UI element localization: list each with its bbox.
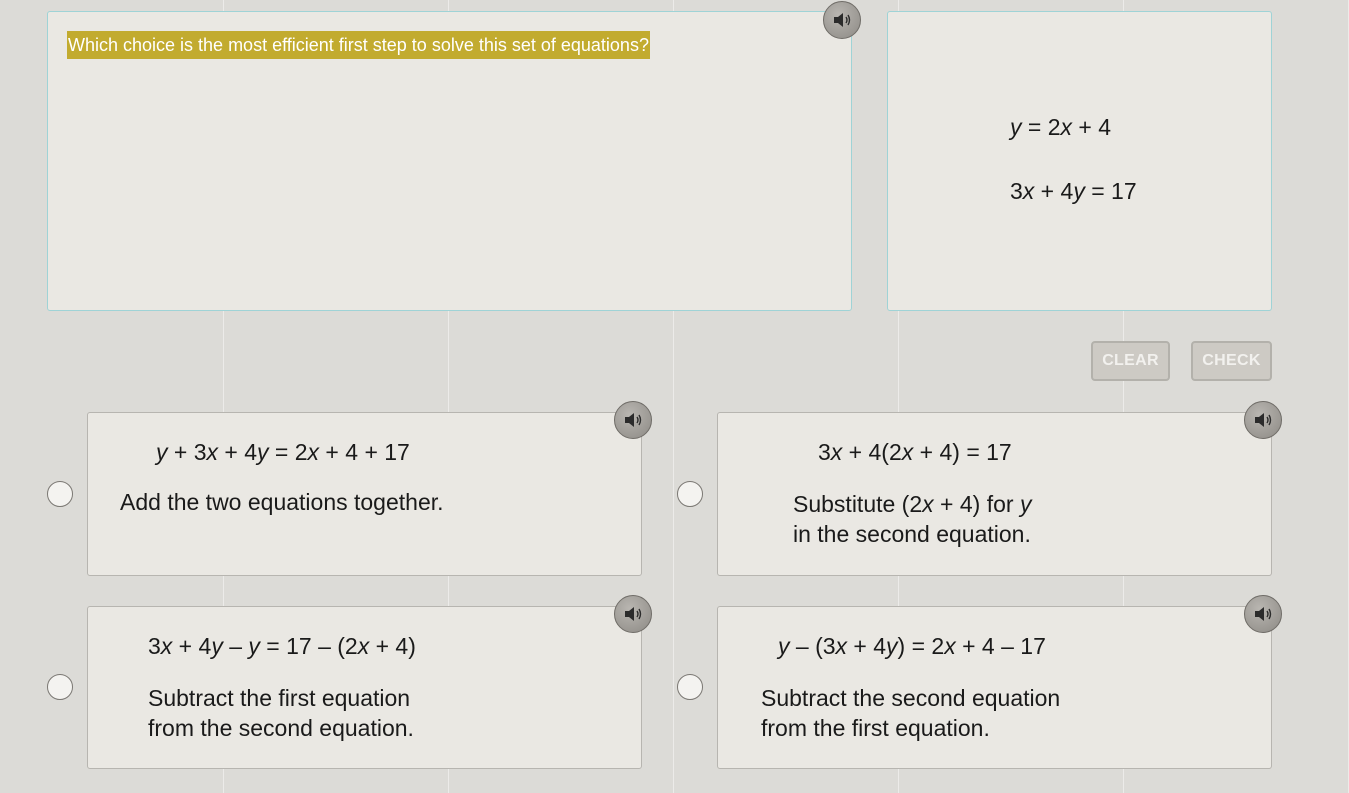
equation-1: y = 2x + 4 xyxy=(1010,114,1112,140)
choice-3-equation: 3x + 4y – y = 17 – (2x + 4) xyxy=(148,633,416,659)
choice-1-equation: y + 3x + 4y = 2x + 4 + 17 xyxy=(156,439,410,465)
speaker-icon xyxy=(623,605,643,623)
check-button[interactable]: CHECK xyxy=(1191,341,1272,381)
choice-3-description: Subtract the first equation from the second equation. xyxy=(148,685,414,741)
question-audio-button[interactable] xyxy=(823,1,861,39)
choice-3-radio[interactable] xyxy=(47,674,73,700)
speaker-icon xyxy=(1253,411,1273,429)
equation-2: 3x + 4y = 17 xyxy=(1010,178,1137,204)
choice-4-equation: y – (3x + 4y) = 2x + 4 – 17 xyxy=(778,633,1046,659)
clear-button[interactable]: CLEAR xyxy=(1091,341,1170,381)
choice-1-radio[interactable] xyxy=(47,481,73,507)
speaker-icon xyxy=(623,411,643,429)
question-panel xyxy=(47,11,852,311)
choice-2-audio-button[interactable] xyxy=(1244,401,1282,439)
speaker-icon xyxy=(832,11,852,29)
choice-1-description: Add the two equations together. xyxy=(120,489,444,515)
choice-4-card[interactable] xyxy=(717,606,1272,769)
equations-panel xyxy=(887,11,1272,311)
choice-2-card[interactable] xyxy=(717,412,1272,576)
choice-4-audio-button[interactable] xyxy=(1244,595,1282,633)
choice-4-description: Subtract the second equation from the first equation. xyxy=(761,685,1061,741)
speaker-icon xyxy=(1253,605,1273,623)
choice-2-description: Substitute (2x + 4) for y in the second equation. xyxy=(793,491,1032,547)
choice-1-card[interactable] xyxy=(87,412,642,576)
choice-2-radio[interactable] xyxy=(677,481,703,507)
question-prompt: Which choice is the most efficient first step to solve this set of equations? xyxy=(67,31,650,59)
choice-3-card[interactable] xyxy=(87,606,642,769)
choice-2-equation: 3x + 4(2x + 4) = 17 xyxy=(818,439,1012,465)
choice-1-audio-button[interactable] xyxy=(614,401,652,439)
choice-3-audio-button[interactable] xyxy=(614,595,652,633)
choice-4-radio[interactable] xyxy=(677,674,703,700)
